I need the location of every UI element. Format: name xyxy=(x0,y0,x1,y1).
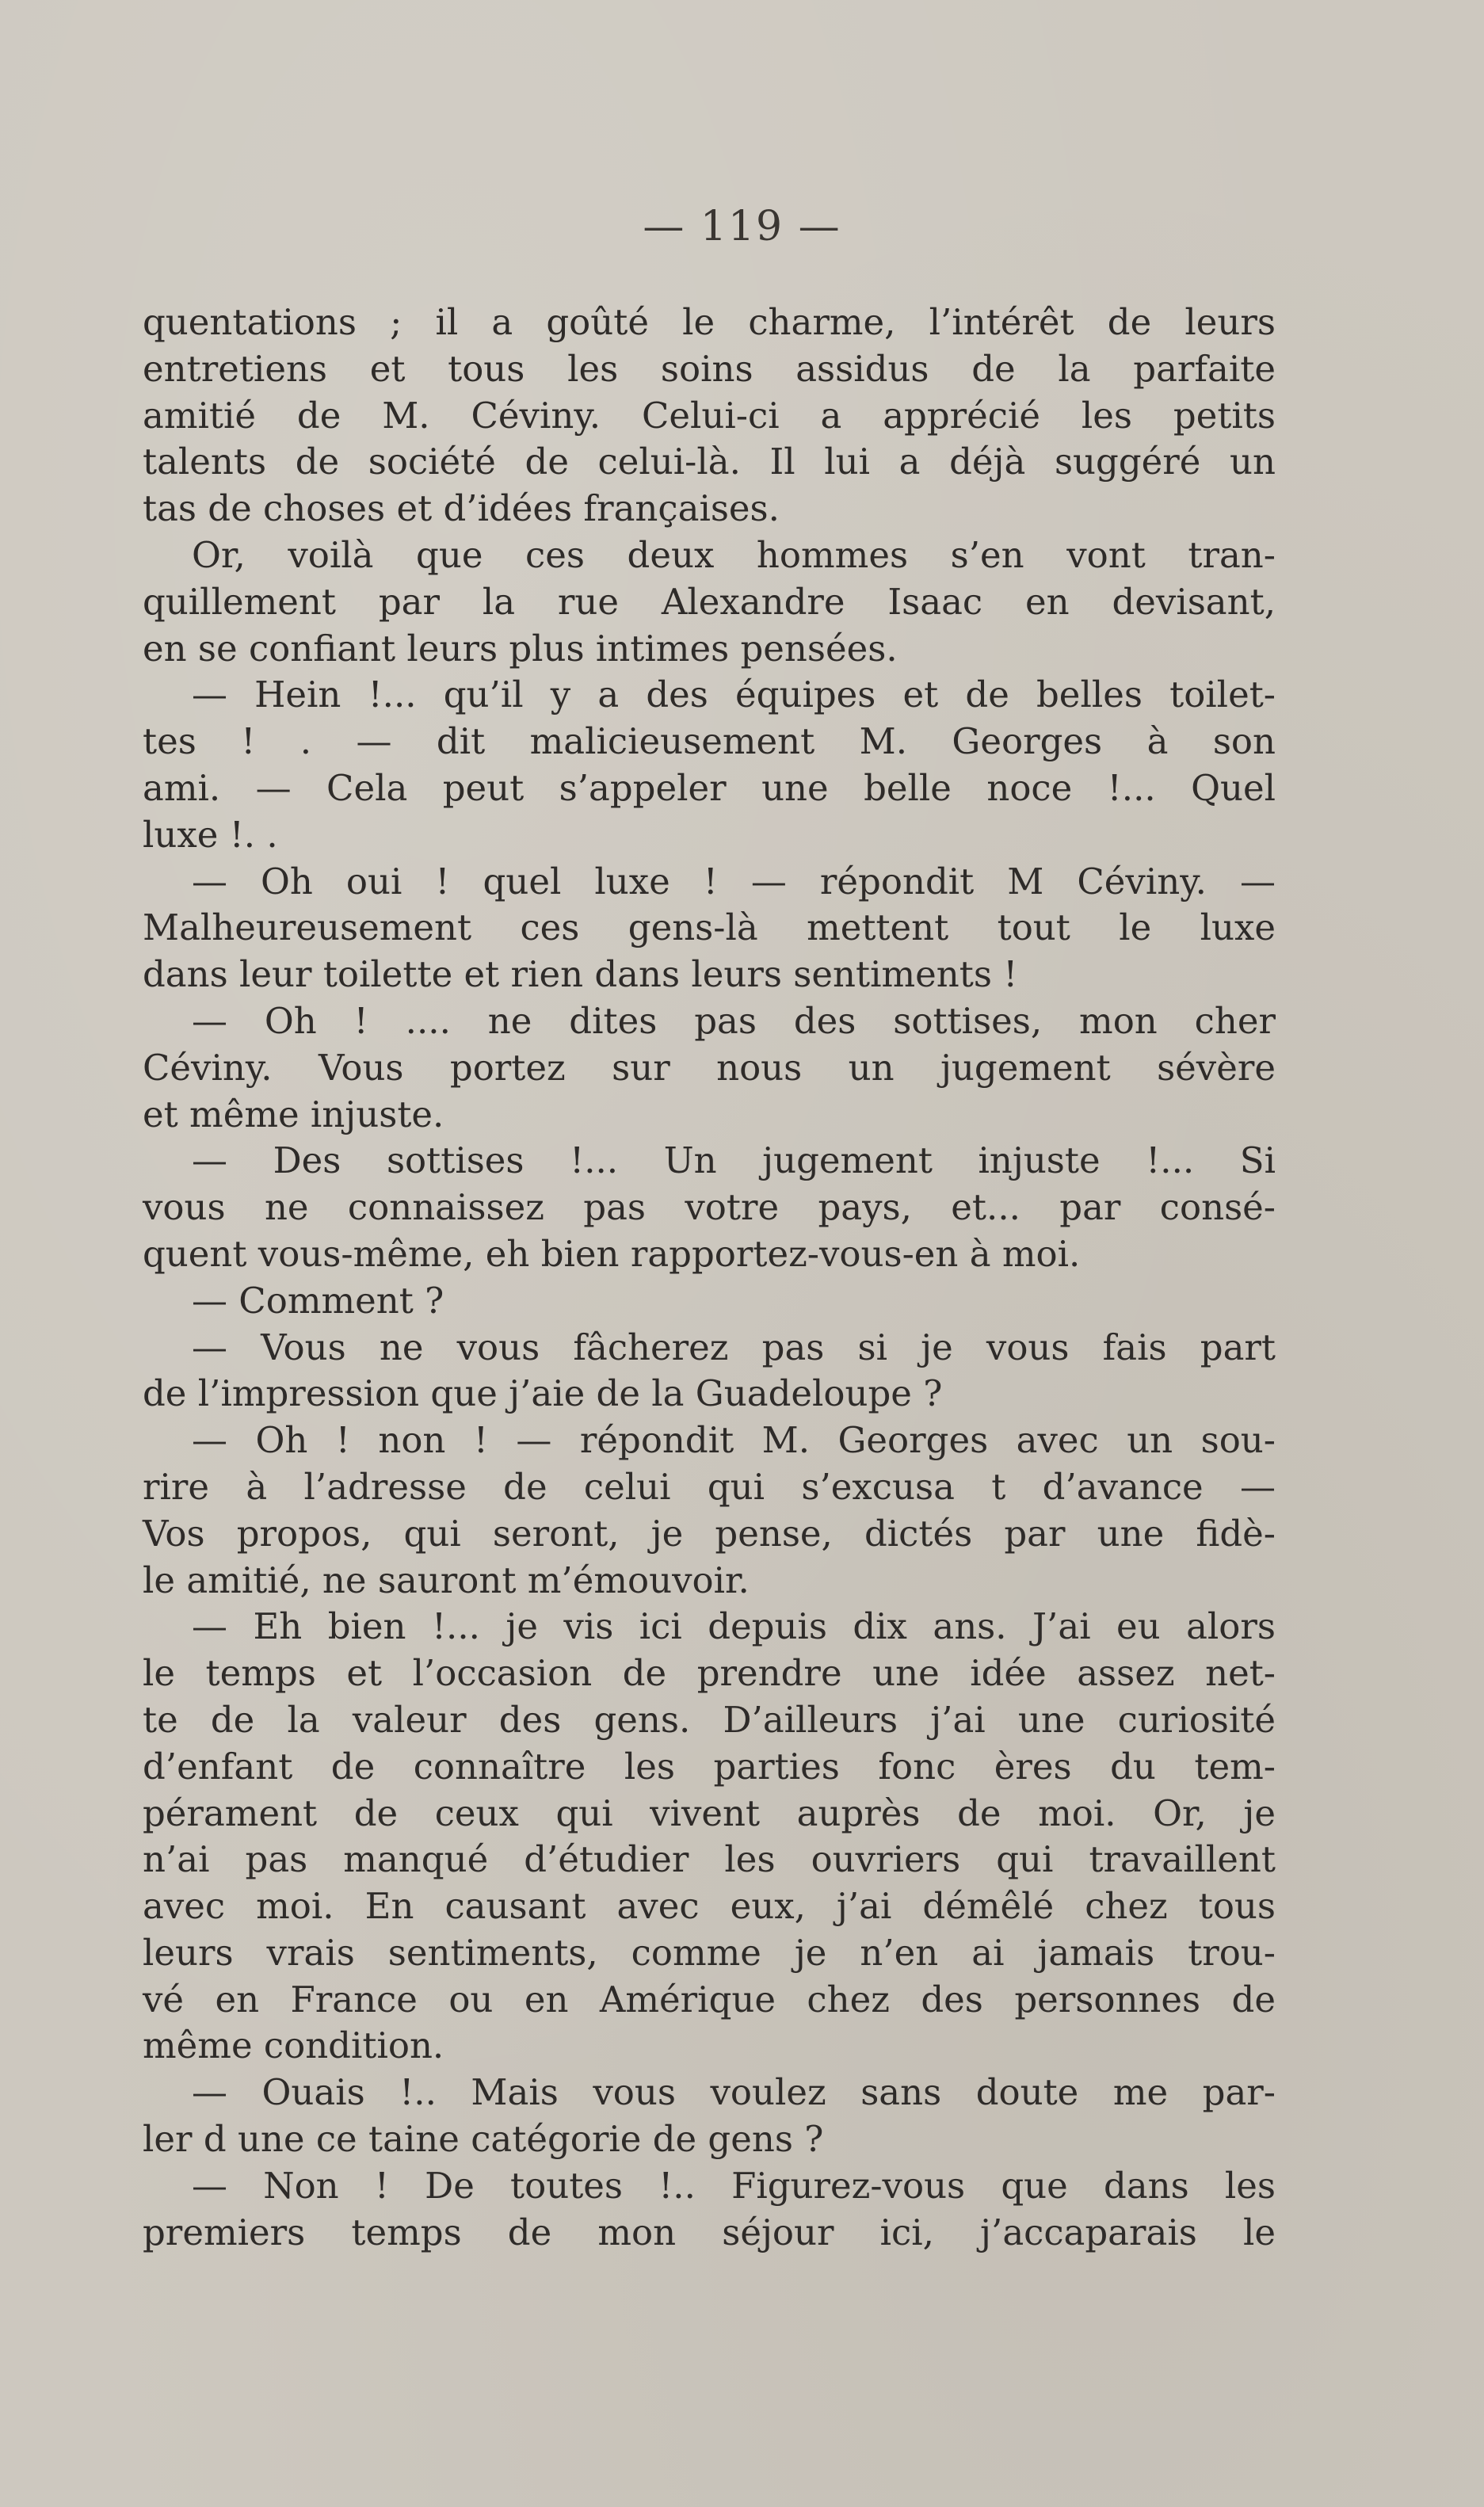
text-line: le amitié, ne sauront m’émouvoir. xyxy=(143,1559,750,1601)
text-line: rire à l’adresse de celui qui s’excusa t d’avance — xyxy=(143,1465,1276,1508)
text-line: entretiens et tous les soins assidus de la parfaite xyxy=(143,347,1276,390)
text-line: — Comment ? xyxy=(192,1279,444,1322)
text-line: amitié de M. Céviny. Celui-ci a apprécié les petits xyxy=(143,394,1276,437)
text-line: ler d une ce taine catégorie de gens ? xyxy=(143,2118,824,2161)
text-line: — Oh ! .... ne dites pas des sottises, mon cher xyxy=(192,999,1276,1042)
text-line: même condition. xyxy=(143,2024,444,2067)
text-line: ami. — Cela peut s’appeler une belle noce !... Quel xyxy=(143,766,1276,809)
text-line: premiers temps de mon séjour ici, j’accaparais le xyxy=(143,2211,1276,2253)
text-line: dans leur toilette et rien dans leurs sentiments ! xyxy=(143,953,1018,996)
text-line: — Vous ne vous fâcherez pas si je vous fais part xyxy=(192,1326,1276,1368)
text-line: avec moi. En causant avec eux, j’ai démêlé chez tous xyxy=(143,1885,1276,1928)
text-line: Malheureusement ces gens-là mettent tout le luxe xyxy=(143,906,1276,949)
text-line: n’ai pas manqué d’étudier les ouvriers qui travaillent xyxy=(143,1838,1276,1881)
text-line: quillement par la rue Alexandre Isaac en devisant, xyxy=(143,580,1276,623)
body-text xyxy=(143,300,1276,2256)
text-line: — Ouais !.. Mais vous voulez sans doute me par- xyxy=(192,2071,1276,2114)
text-line: le temps et l’occasion de prendre une idée assez net- xyxy=(143,1652,1276,1695)
text-line: quentations ; il a goûté le charme, l’intérêt de leurs xyxy=(143,301,1276,343)
text-line: Vos propos, qui seront, je pense, dictés par une fidè- xyxy=(143,1512,1276,1555)
text-line: vé en France ou en Amérique chez des personnes de xyxy=(143,1978,1276,2020)
text-line: et même injuste. xyxy=(143,1093,444,1135)
page-number: — 119 — xyxy=(643,203,841,250)
text-line: te de la valeur des gens. D’ailleurs j’ai une curiosité xyxy=(143,1698,1276,1741)
text-line: de l’impression que j’aie de la Guadeloupe ? xyxy=(143,1372,943,1415)
text-line: pérament de ceux qui vivent auprès de moi. Or, je xyxy=(143,1792,1276,1834)
text-line: — Des sottises !... Un jugement injuste !... Si xyxy=(192,1139,1276,1182)
text-line: — Oh ! non ! — répondit M. Georges avec un sou- xyxy=(192,1419,1276,1462)
text-line: luxe !. . xyxy=(143,813,278,856)
text-line: talents de société de celui-là. Il lui a déjà suggéré un xyxy=(143,441,1276,483)
text-line: tas de choses et d’idées françaises. xyxy=(143,487,780,530)
text-line: leurs vrais sentiments, comme je n’en ai jamais trou- xyxy=(143,1931,1276,1974)
text-line: — Non ! De toutes !.. Figurez-vous que dans les xyxy=(192,2164,1276,2207)
text-line: Or, voilà que ces deux hommes s’en vont tran- xyxy=(192,533,1276,576)
text-line: tes ! . — dit malicieusement M. Georges à son xyxy=(143,720,1276,763)
text-line: d’enfant de connaître les parties fonc ères du tem- xyxy=(143,1745,1276,1788)
text-line: en se confiant leurs plus intimes pensées. xyxy=(143,627,898,670)
text-line: vous ne connaissez pas votre pays, et... par consé- xyxy=(143,1186,1276,1229)
text-line: — Oh oui ! quel luxe ! — répondit M Céviny. — xyxy=(192,860,1276,902)
text-line: — Eh bien !... je vis ici depuis dix ans. J’ai eu alors xyxy=(192,1605,1276,1648)
text-line: Céviny. Vous portez sur nous un jugement sévère xyxy=(143,1046,1276,1089)
text-line: — Hein !... qu’il y a des équipes et de belles toilet- xyxy=(192,673,1276,716)
text-line: quent vous-même, eh bien rapportez-vous-en à moi. xyxy=(143,1232,1081,1275)
